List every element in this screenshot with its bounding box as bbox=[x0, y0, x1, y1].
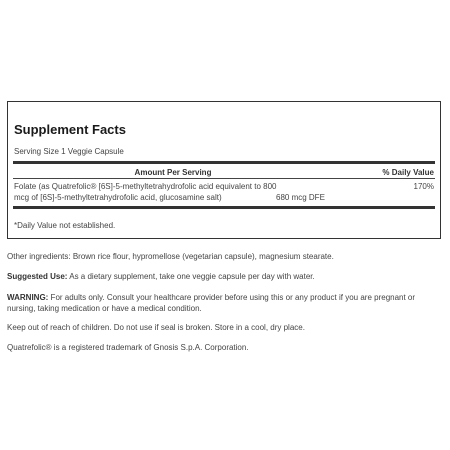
suggested-use bbox=[7, 271, 443, 282]
storage-instructions: Keep out of reach of children. Do not use if seal is broken. Store in a cool, dry place. bbox=[7, 323, 305, 332]
amount-per-serving-header: Amount Per Serving bbox=[134, 168, 212, 177]
warning-label: WARNING: bbox=[7, 293, 49, 302]
ingredient-description-line2: mcg of [6S]-5-methyltetrahydrofolic acid, glucosamine salt) bbox=[14, 193, 222, 202]
serving-size: Serving Size 1 Veggie Capsule bbox=[14, 147, 124, 156]
ingredient-description-line1: Folate (as Quatrefolic® [6S]-5-methyltetrahydrofolic acid equivalent to 800 bbox=[14, 182, 277, 191]
trademark-notice: Quatrefolic® is a registered trademark of Gnosis S.p.A. Corporation. bbox=[7, 343, 249, 352]
suggested-use-label: Suggested Use: bbox=[7, 272, 68, 281]
other-ingredients: Other ingredients: Brown rice flour, hypromellose (vegetarian capsule), magnesium stearate. bbox=[7, 252, 334, 261]
supplement-facts-panel bbox=[7, 101, 441, 239]
thick-divider-bottom bbox=[13, 206, 435, 209]
ingredient-daily-value: 170% bbox=[413, 182, 434, 191]
suggested-use-text: As a dietary supplement, take one veggie capsule per day with water. bbox=[67, 272, 315, 281]
warning-text: For adults only. Consult your healthcare provider before using this or any product if you are pregnant or nursing, taking medication or have a medical condition. bbox=[7, 293, 416, 313]
daily-value-header: % Daily Value bbox=[382, 168, 434, 177]
thick-divider-top bbox=[13, 161, 435, 164]
warning bbox=[7, 292, 443, 314]
ingredient-amount: 680 mcg DFE bbox=[276, 193, 325, 202]
supplement-facts-title: Supplement Facts bbox=[14, 122, 126, 137]
daily-value-note: *Daily Value not established. bbox=[14, 221, 116, 230]
thin-divider bbox=[13, 178, 435, 179]
